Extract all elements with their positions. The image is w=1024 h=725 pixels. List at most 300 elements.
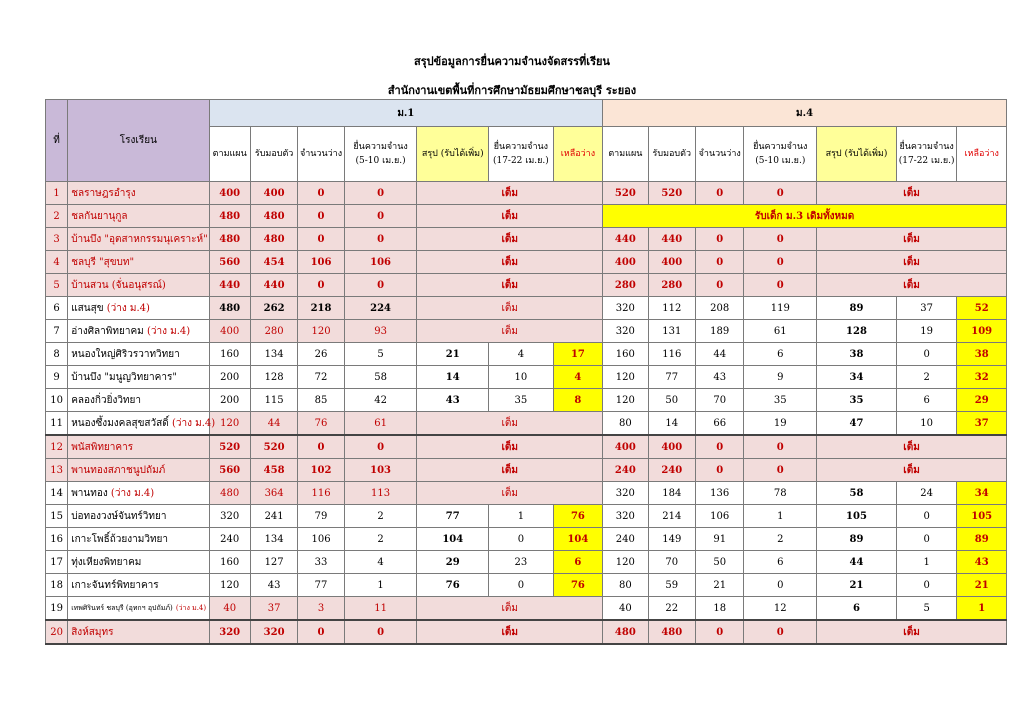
- m4-summary: 47: [817, 412, 897, 436]
- school-name: ชลบุรี "สุขบท": [68, 251, 209, 274]
- m1-value: 0: [344, 205, 417, 228]
- m1-value: 1: [344, 574, 417, 597]
- m1-value: 44: [250, 412, 297, 436]
- m4-remaining: 109: [957, 320, 1007, 343]
- m1-value: 520: [250, 435, 297, 459]
- m4-value: 80: [603, 412, 648, 436]
- m4-value: 280: [648, 274, 695, 297]
- row-number: 4: [46, 251, 68, 274]
- m4-req2: 0: [896, 574, 957, 597]
- m4-value: 189: [696, 320, 744, 343]
- m1-value: 0: [344, 182, 417, 205]
- m1-value: 241: [250, 505, 297, 528]
- m4-value: 0: [696, 435, 744, 459]
- m1-value: 76: [298, 412, 344, 436]
- header-m4-remaining: เหลือว่าง: [957, 127, 1007, 182]
- header-m4: ม.4: [603, 100, 1007, 127]
- m1-value: 0: [298, 205, 344, 228]
- m4-value: 0: [744, 274, 817, 297]
- table-row: [46, 343, 1007, 366]
- table-row: [46, 551, 1007, 574]
- m4-value: 21: [696, 574, 744, 597]
- m4-value: 35: [744, 389, 817, 412]
- row-number: 10: [46, 389, 68, 412]
- m4-value: 106: [696, 505, 744, 528]
- m1-value: 480: [209, 297, 250, 320]
- header-m4-plan: ตามแผน: [603, 127, 648, 182]
- m4-value: 50: [648, 389, 695, 412]
- m4-remaining: 38: [957, 343, 1007, 366]
- m4-value: 480: [603, 620, 648, 644]
- header-m1-plan: ตามแผน: [209, 127, 250, 182]
- school-name: ทุ่งเหียงพิทยาคม: [68, 551, 209, 574]
- header-m4-reported: รับมอบตัว: [648, 127, 695, 182]
- m4-remaining: 32: [957, 366, 1007, 389]
- m1-value: 43: [250, 574, 297, 597]
- m1-value: 200: [209, 389, 250, 412]
- m4-value: 6: [744, 551, 817, 574]
- m4-summary: 58: [817, 482, 897, 505]
- m4-remaining: 105: [957, 505, 1007, 528]
- header-m4-vacant: จำนวนว่าง: [696, 127, 744, 182]
- m1-value: 26: [298, 343, 344, 366]
- m1-full-label: เต็ม: [417, 597, 603, 621]
- m1-value: 364: [250, 482, 297, 505]
- m4-value: 136: [696, 482, 744, 505]
- m4-value: 44: [696, 343, 744, 366]
- table-row: [46, 389, 1007, 412]
- m4-full-label: เต็ม: [817, 435, 1007, 459]
- m1-value: 160: [209, 343, 250, 366]
- m1-value: 480: [209, 205, 250, 228]
- row-number: 17: [46, 551, 68, 574]
- m4-value: 480: [648, 620, 695, 644]
- m4-value: 6: [744, 343, 817, 366]
- m4-value: 80: [603, 574, 648, 597]
- page-title: สรุปข้อมูลการยื่นความจำนงจัดสรรที่เรียน: [414, 55, 610, 68]
- header-m1-vacant: จำนวนว่าง: [298, 127, 344, 182]
- header-m1-remaining: เหลือว่าง: [553, 127, 602, 182]
- m1-req2: 1: [489, 505, 554, 528]
- m4-summary: 128: [817, 320, 897, 343]
- m4-value: 66: [696, 412, 744, 436]
- school-name: เกาะจันทร์พิทยาคาร: [68, 574, 209, 597]
- table-row: [46, 505, 1007, 528]
- m1-summary: 77: [417, 505, 489, 528]
- m1-full-label: เต็ม: [417, 435, 603, 459]
- m1-value: 77: [298, 574, 344, 597]
- m4-value: 320: [603, 505, 648, 528]
- m1-full-label: เต็ม: [417, 459, 603, 482]
- m1-value: 224: [344, 297, 417, 320]
- m1-value: 320: [209, 620, 250, 644]
- school-name: เทพศิรินทร์ ชลบุรี (อุทกฯ อุปถัมภ์) (ว่าง ม.4): [68, 597, 209, 621]
- m4-value: 520: [603, 182, 648, 205]
- m1-value: 480: [250, 228, 297, 251]
- m1-value: 85: [298, 389, 344, 412]
- m1-full-label: เต็ม: [417, 228, 603, 251]
- m1-summary: 43: [417, 389, 489, 412]
- m4-req2: 0: [896, 528, 957, 551]
- m1-req2: 23: [489, 551, 554, 574]
- m1-value: 0: [298, 620, 344, 644]
- m1-value: 106: [298, 528, 344, 551]
- m4-value: 43: [696, 366, 744, 389]
- m1-value: 280: [250, 320, 297, 343]
- m4-value: 0: [696, 459, 744, 482]
- m1-summary: 76: [417, 574, 489, 597]
- m4-value: 400: [603, 435, 648, 459]
- table-row: [46, 205, 1007, 228]
- m4-value: 149: [648, 528, 695, 551]
- row-number: 2: [46, 205, 68, 228]
- m1-value: 120: [209, 412, 250, 436]
- school-name: หนองซึ้งมงคลสุขสวัสดิ์ (ว่าง ม.4): [68, 412, 209, 436]
- m4-summary: 21: [817, 574, 897, 597]
- m1-value: 33: [298, 551, 344, 574]
- m4-full-label: เต็ม: [817, 459, 1007, 482]
- m4-value: 0: [744, 435, 817, 459]
- m1-full-label: เต็ม: [417, 182, 603, 205]
- m4-req2: 2: [896, 366, 957, 389]
- m4-value: 320: [603, 297, 648, 320]
- m1-value: 120: [209, 574, 250, 597]
- header-m4-req2: ยื่นความจำนง (17-22 เม.ย.): [896, 127, 957, 182]
- m1-value: 320: [250, 620, 297, 644]
- m4-remaining: 1: [957, 597, 1007, 621]
- m1-summary: 21: [417, 343, 489, 366]
- header-m1-req1: ยื่นความจำนง (5-10 เม.ย.): [344, 127, 417, 182]
- m1-value: 0: [344, 274, 417, 297]
- m1-value: 0: [344, 620, 417, 644]
- m4-summary: 6: [817, 597, 897, 621]
- header-m1-summary: สรุป (รับได้เพิ่ม): [417, 127, 489, 182]
- m4-value: 59: [648, 574, 695, 597]
- vacancy-note: (ว่าง ม.4): [110, 487, 155, 499]
- row-number: 1: [46, 182, 68, 205]
- m1-value: 0: [298, 274, 344, 297]
- m4-value: 520: [648, 182, 695, 205]
- m4-value: 0: [696, 182, 744, 205]
- m4-value: 1: [744, 505, 817, 528]
- table-row: [46, 366, 1007, 389]
- header-no: ที่: [46, 100, 68, 182]
- m4-value: 112: [648, 297, 695, 320]
- row-number: 15: [46, 505, 68, 528]
- m4-remaining: 21: [957, 574, 1007, 597]
- table-row: [46, 297, 1007, 320]
- vacancy-note: (ว่าง ม.4): [146, 325, 191, 337]
- m4-value: 0: [744, 459, 817, 482]
- m1-value: 160: [209, 551, 250, 574]
- header-m1: ม.1: [209, 100, 603, 127]
- m1-full-label: เต็ม: [417, 320, 603, 343]
- m4-value: 0: [744, 574, 817, 597]
- school-name: แสนสุข (ว่าง ม.4): [68, 297, 209, 320]
- m1-value: 11: [344, 597, 417, 621]
- m4-note: รับเด็ก ม.3 เดิมทั้งหมด: [603, 205, 1007, 228]
- table-row: [46, 320, 1007, 343]
- row-number: 19: [46, 597, 68, 621]
- m4-value: 70: [648, 551, 695, 574]
- row-number: 8: [46, 343, 68, 366]
- m1-value: 106: [298, 251, 344, 274]
- table-row: [46, 459, 1007, 482]
- table-row: [46, 528, 1007, 551]
- m1-value: 480: [250, 205, 297, 228]
- m4-req2: 5: [896, 597, 957, 621]
- header-m1-reported: รับมอบตัว: [250, 127, 297, 182]
- m4-value: 22: [648, 597, 695, 621]
- m4-remaining: 89: [957, 528, 1007, 551]
- m4-value: 0: [696, 251, 744, 274]
- m4-value: 280: [603, 274, 648, 297]
- m1-value: 560: [209, 459, 250, 482]
- m1-remaining: 17: [553, 343, 602, 366]
- m1-value: 37: [250, 597, 297, 621]
- m4-value: 0: [744, 182, 817, 205]
- m4-req2: 1: [896, 551, 957, 574]
- m4-value: 61: [744, 320, 817, 343]
- row-number: 11: [46, 412, 68, 436]
- m4-value: 131: [648, 320, 695, 343]
- m1-value: 134: [250, 528, 297, 551]
- m1-remaining: 104: [553, 528, 602, 551]
- m4-value: 19: [744, 412, 817, 436]
- header-m4-summary: สรุป (รับได้เพิ่ม): [817, 127, 897, 182]
- m4-value: 208: [696, 297, 744, 320]
- m1-value: 458: [250, 459, 297, 482]
- header-school: โรงเรียน: [68, 100, 209, 182]
- m4-value: 0: [744, 620, 817, 644]
- m1-value: 480: [209, 482, 250, 505]
- allocation-table: [45, 99, 1007, 645]
- m4-req2: 0: [896, 343, 957, 366]
- m1-value: 93: [344, 320, 417, 343]
- m1-full-label: เต็ม: [417, 620, 603, 644]
- m1-req2: 10: [489, 366, 554, 389]
- m1-req2: 35: [489, 389, 554, 412]
- m1-value: 200: [209, 366, 250, 389]
- m4-value: 70: [696, 389, 744, 412]
- table-row: [46, 251, 1007, 274]
- m4-value: 0: [744, 228, 817, 251]
- m4-full-label: เต็ม: [817, 228, 1007, 251]
- m1-full-label: เต็ม: [417, 205, 603, 228]
- school-name: เกาะโพธิ์ถ้วยงามวิทยา: [68, 528, 209, 551]
- m4-value: 440: [603, 228, 648, 251]
- school-name: พนัสพิทยาคาร: [68, 435, 209, 459]
- m4-full-label: เต็ม: [817, 274, 1007, 297]
- row-number: 20: [46, 620, 68, 644]
- m4-value: 320: [603, 320, 648, 343]
- m1-value: 58: [344, 366, 417, 389]
- table-row: [46, 274, 1007, 297]
- m1-value: 120: [298, 320, 344, 343]
- m4-value: 214: [648, 505, 695, 528]
- m4-value: 14: [648, 412, 695, 436]
- m4-value: 116: [648, 343, 695, 366]
- m4-value: 12: [744, 597, 817, 621]
- m1-remaining: 76: [553, 505, 602, 528]
- table-row: [46, 482, 1007, 505]
- m4-value: 77: [648, 366, 695, 389]
- m1-value: 102: [298, 459, 344, 482]
- table-row: [46, 435, 1007, 459]
- table-row: [46, 597, 1007, 621]
- m1-value: 440: [250, 274, 297, 297]
- m4-summary: 89: [817, 528, 897, 551]
- m4-summary: 38: [817, 343, 897, 366]
- row-number: 3: [46, 228, 68, 251]
- m4-value: 120: [603, 551, 648, 574]
- m1-value: 400: [250, 182, 297, 205]
- school-name: บ้านสวน (จั่นอนุสรณ์): [68, 274, 209, 297]
- m4-value: 91: [696, 528, 744, 551]
- m4-summary: 35: [817, 389, 897, 412]
- m4-full-label: เต็ม: [817, 251, 1007, 274]
- m4-value: 0: [696, 228, 744, 251]
- m1-value: 106: [344, 251, 417, 274]
- vacancy-note: (ว่าง ม.4): [175, 604, 207, 612]
- school-name: อ่างศิลาพิทยาคม (ว่าง ม.4): [68, 320, 209, 343]
- m1-value: 42: [344, 389, 417, 412]
- m4-summary: 44: [817, 551, 897, 574]
- m1-value: 480: [209, 228, 250, 251]
- m1-full-label: เต็ม: [417, 482, 603, 505]
- m1-value: 440: [209, 274, 250, 297]
- m1-value: 79: [298, 505, 344, 528]
- m4-summary: 34: [817, 366, 897, 389]
- row-number: 18: [46, 574, 68, 597]
- m1-value: 115: [250, 389, 297, 412]
- m4-full-label: เต็ม: [817, 182, 1007, 205]
- m4-remaining: 52: [957, 297, 1007, 320]
- school-name: บ่อทองวงษ์จันทร์วิทยา: [68, 505, 209, 528]
- m1-full-label: เต็ม: [417, 251, 603, 274]
- m1-value: 116: [298, 482, 344, 505]
- m4-remaining: 29: [957, 389, 1007, 412]
- m1-summary: 29: [417, 551, 489, 574]
- school-name: ชลราษฎรอำรุง: [68, 182, 209, 205]
- m1-value: 3: [298, 597, 344, 621]
- m4-value: 184: [648, 482, 695, 505]
- m1-summary: 14: [417, 366, 489, 389]
- m4-req2: 19: [896, 320, 957, 343]
- header-m1-req2: ยื่นความจำนง (17-22 เม.ย.): [489, 127, 554, 182]
- m4-req2: 10: [896, 412, 957, 436]
- school-name: หนองใหญ่ศิริวรวาทวิทยา: [68, 343, 209, 366]
- m1-value: 320: [209, 505, 250, 528]
- m4-remaining: 37: [957, 412, 1007, 436]
- m4-value: 0: [696, 620, 744, 644]
- m1-req2: 0: [489, 574, 554, 597]
- school-name: สิงห์สมุทร: [68, 620, 209, 644]
- m1-full-label: เต็ม: [417, 297, 603, 320]
- m4-value: 120: [603, 366, 648, 389]
- m1-value: 128: [250, 366, 297, 389]
- m1-remaining: 8: [553, 389, 602, 412]
- m1-value: 0: [344, 435, 417, 459]
- m4-value: 0: [744, 251, 817, 274]
- m4-remaining: 43: [957, 551, 1007, 574]
- m4-value: 440: [648, 228, 695, 251]
- vacancy-note: (ว่าง ม.4): [171, 417, 216, 429]
- m1-req2: 0: [489, 528, 554, 551]
- m1-value: 240: [209, 528, 250, 551]
- school-name: พานทองสภาชนูปถัมภ์: [68, 459, 209, 482]
- m4-full-label: เต็ม: [817, 620, 1007, 644]
- m1-value: 400: [209, 182, 250, 205]
- m1-value: 61: [344, 412, 417, 436]
- m4-req2: 6: [896, 389, 957, 412]
- m1-value: 218: [298, 297, 344, 320]
- header-m4-req1: ยื่นความจำนง (5-10 เม.ย.): [744, 127, 817, 182]
- m1-full-label: เต็ม: [417, 274, 603, 297]
- m1-value: 0: [298, 435, 344, 459]
- row-number: 16: [46, 528, 68, 551]
- table-row: [46, 620, 1007, 644]
- m1-value: 400: [209, 320, 250, 343]
- m1-value: 0: [298, 182, 344, 205]
- m1-value: 262: [250, 297, 297, 320]
- m4-value: 400: [648, 251, 695, 274]
- school-name: พานทอง (ว่าง ม.4): [68, 482, 209, 505]
- m4-req2: 0: [896, 505, 957, 528]
- table-row: [46, 228, 1007, 251]
- row-number: 6: [46, 297, 68, 320]
- m1-value: 4: [344, 551, 417, 574]
- m4-value: 50: [696, 551, 744, 574]
- m1-value: 103: [344, 459, 417, 482]
- m4-value: 240: [603, 459, 648, 482]
- m1-value: 127: [250, 551, 297, 574]
- m4-summary: 105: [817, 505, 897, 528]
- m4-value: 18: [696, 597, 744, 621]
- m4-value: 240: [603, 528, 648, 551]
- page-subtitle: สำนักงานเขตพื้นที่การศึกษามัธยมศึกษาชลบุรี ระยอง: [387, 84, 637, 97]
- m1-value: 0: [344, 228, 417, 251]
- vacancy-note: (ว่าง ม.4): [106, 302, 150, 314]
- m4-value: 160: [603, 343, 648, 366]
- m1-req2: 4: [489, 343, 554, 366]
- m1-value: 0: [298, 228, 344, 251]
- m1-value: 40: [209, 597, 250, 621]
- row-number: 14: [46, 482, 68, 505]
- school-name: บ้านบึง "อุตสาหกรรมนุเคราะห์": [68, 228, 209, 251]
- m4-value: 400: [648, 435, 695, 459]
- row-number: 12: [46, 435, 68, 459]
- m4-remaining: 34: [957, 482, 1007, 505]
- table-row: [46, 412, 1007, 436]
- school-name: คลองกิ่วยิ่งวิทยา: [68, 389, 209, 412]
- row-number: 13: [46, 459, 68, 482]
- m1-value: 560: [209, 251, 250, 274]
- m4-value: 40: [603, 597, 648, 621]
- m4-value: 320: [603, 482, 648, 505]
- m1-full-label: เต็ม: [417, 412, 603, 436]
- table-row: [46, 574, 1007, 597]
- m4-value: 0: [696, 274, 744, 297]
- m4-value: 240: [648, 459, 695, 482]
- row-number: 9: [46, 366, 68, 389]
- school-name: บ้านบึง "มนูญวิทยาคาร": [68, 366, 209, 389]
- m1-value: 5: [344, 343, 417, 366]
- m1-value: 113: [344, 482, 417, 505]
- m1-value: 520: [209, 435, 250, 459]
- m1-value: 2: [344, 505, 417, 528]
- m4-value: 9: [744, 366, 817, 389]
